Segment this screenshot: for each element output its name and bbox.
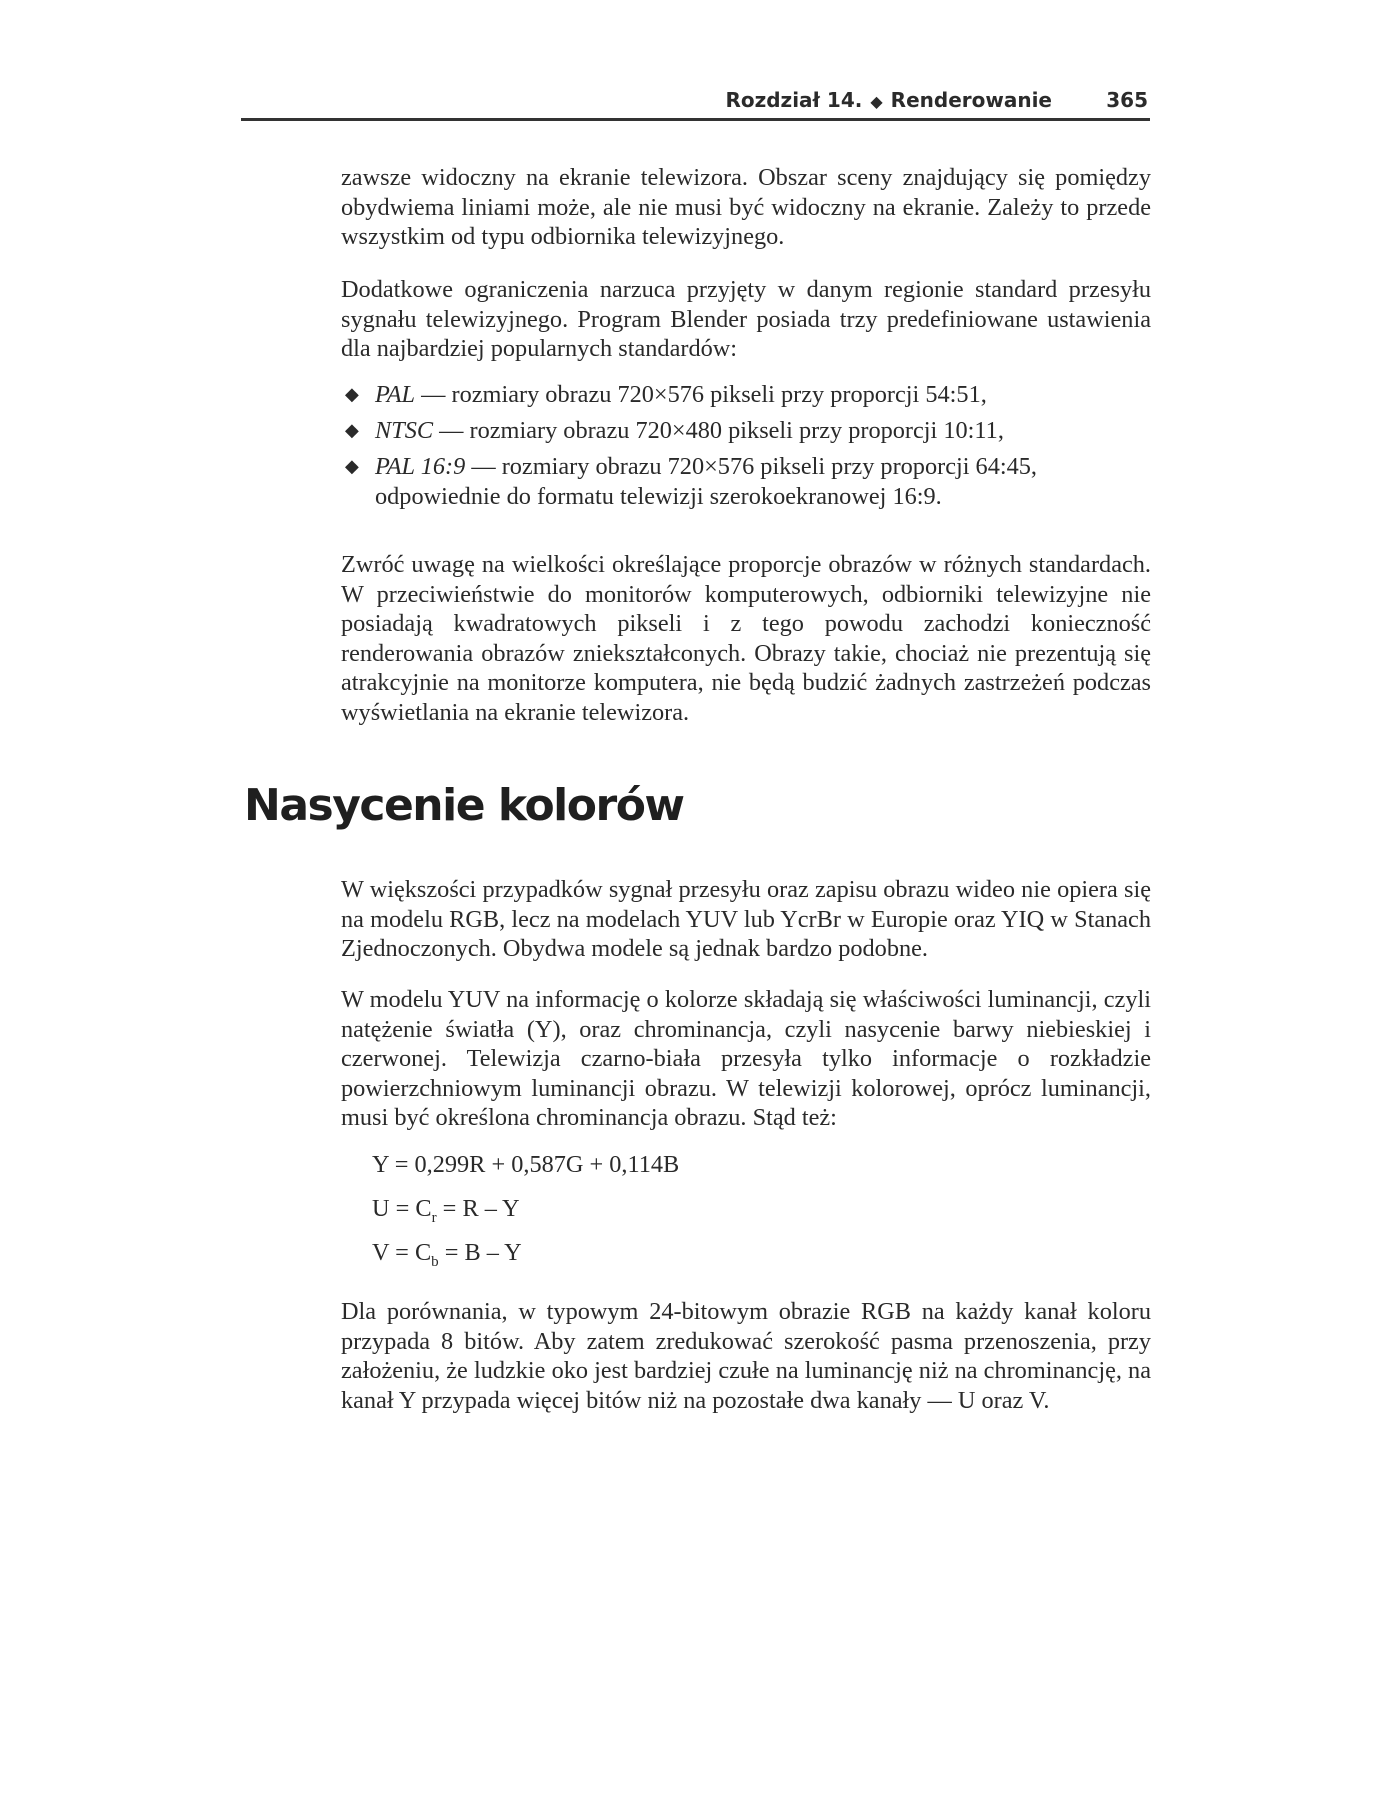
list-item-pal-wide <box>341 452 1161 511</box>
paragraph-text: Zwróć uwagę na wielkości określające proporcje obrazów w różnych standardach. W przeciwieństwie do monitorów komputerowych, odbiorniki telewizyjne nie posiadają kwadratowych pikseli i z tego powodu zachodzi konieczność renderowania obrazów zniekształconych. Obrazy takie, chociaż nie prezentują się atrakcyjnie na monitorze komputera, nie będą budzić żadnych zastrzeżeń podczas wyświetlania na ekranie telewizora. <box>341 551 1151 726</box>
standard-description: — rozmiary obrazu 720×480 pikseli przy proporcji 10:11, <box>433 417 1004 444</box>
formula-v-right: = B – Y <box>438 1239 522 1266</box>
paragraph-text: W modelu YUV na informację o kolorze składają się właściwości luminancji, czyli natężenie światła (Y), oraz chrominancja, czyli nasycenie barwy niebieskiej i czerwonej. Telewizja czarno-biała przesyła tylko informacje o rozkładzie powierzchniowym luminancji obrazu. W telewizji kolorowej, oprócz luminancji, musi być określona chrominancja obrazu. Stąd też: <box>341 986 1151 1131</box>
standard-term: PAL <box>375 381 416 408</box>
section-heading: Nasycenie kolorów <box>244 780 684 831</box>
formula-u-right: = R – Y <box>436 1195 520 1222</box>
list-item-ntsc <box>341 416 1161 452</box>
paragraph-yuv <box>341 985 1151 1133</box>
running-header-title <box>725 88 1052 112</box>
standard-description: — rozmiary obrazu 720×576 pikseli przy proporcji 64:45, odpowiednie do formatu telewizji szerokoekranowej 16:9. <box>375 453 1037 510</box>
diamond-bullet-icon: ◆ <box>345 384 359 404</box>
formula-v <box>372 1239 522 1271</box>
formula-y: Y = 0,299R + 0,587G + 0,114B <box>372 1151 680 1178</box>
paragraph-bit-allocation <box>341 1297 1151 1415</box>
formula-u-subscript: r <box>431 1209 437 1226</box>
paragraph-text: Dodatkowe ograniczenia narzuca przyjęty w danym regionie standard przesyłu sygnału telewizyjnego. Program Blender posiada trzy predefiniowane ustawienia dla najbardziej popularnych standardów: <box>341 276 1151 362</box>
diamond-bullet-icon: ◆ <box>345 420 359 440</box>
standard-term: NTSC <box>375 417 434 444</box>
diamond-bullet-icon: ◆ <box>345 456 359 476</box>
paragraph-standards-intro <box>341 275 1151 364</box>
standard-description: — rozmiary obrazu 720×576 pikseli przy proporcji 54:51, <box>415 381 987 408</box>
tv-standards-list <box>341 380 1161 511</box>
formula-v-left: V = C <box>372 1239 432 1266</box>
header-section-label: Renderowanie <box>890 88 1052 112</box>
paragraph-text: zawsze widoczny na ekranie telewizora. Obszar sceny znajdujący się pomiędzy obydwiema liniami może, ale nie musi być widoczny na ekranie. Zależy to przede wszystkim od typu odbiornika telewizyjnego. <box>341 164 1151 250</box>
formula-u <box>372 1195 520 1227</box>
paragraph-color-models <box>341 875 1151 964</box>
header-chapter-label: Rozdział 14. <box>725 88 863 112</box>
standard-term: PAL 16:9 <box>375 453 466 480</box>
paragraph-text: W większości przypadków sygnał przesyłu oraz zapisu obrazu wideo nie opiera się na modelu RGB, lecz na modelach YUV lub YcrBr w Europie oraz YIQ w Stanach Zjednoczonych. Obydwa modele są jednak bardzo podobne. <box>341 876 1151 962</box>
page-number: 365 <box>1106 88 1148 112</box>
header-separator: ◆ <box>870 92 883 111</box>
formula-u-left: U = C <box>372 1195 432 1222</box>
running-header <box>241 86 1150 121</box>
paragraph-continuation <box>341 163 1151 252</box>
paragraph-aspect-note <box>341 550 1151 727</box>
paragraph-text: Dla porównania, w typowym 24-bitowym obrazie RGB na każdy kanał koloru przypada 8 bitów. Aby zatem zredukować szerokość pasma przenoszenia, przy założeniu, że ludzkie oko jest bardziej czułe na luminancję niż na chrominancję, na kanał Y przypada więcej bitów niż na pozostałe dwa kanały — U oraz V. <box>341 1298 1151 1414</box>
list-item-pal <box>341 380 1161 416</box>
formula-v-subscript: b <box>431 1253 439 1270</box>
